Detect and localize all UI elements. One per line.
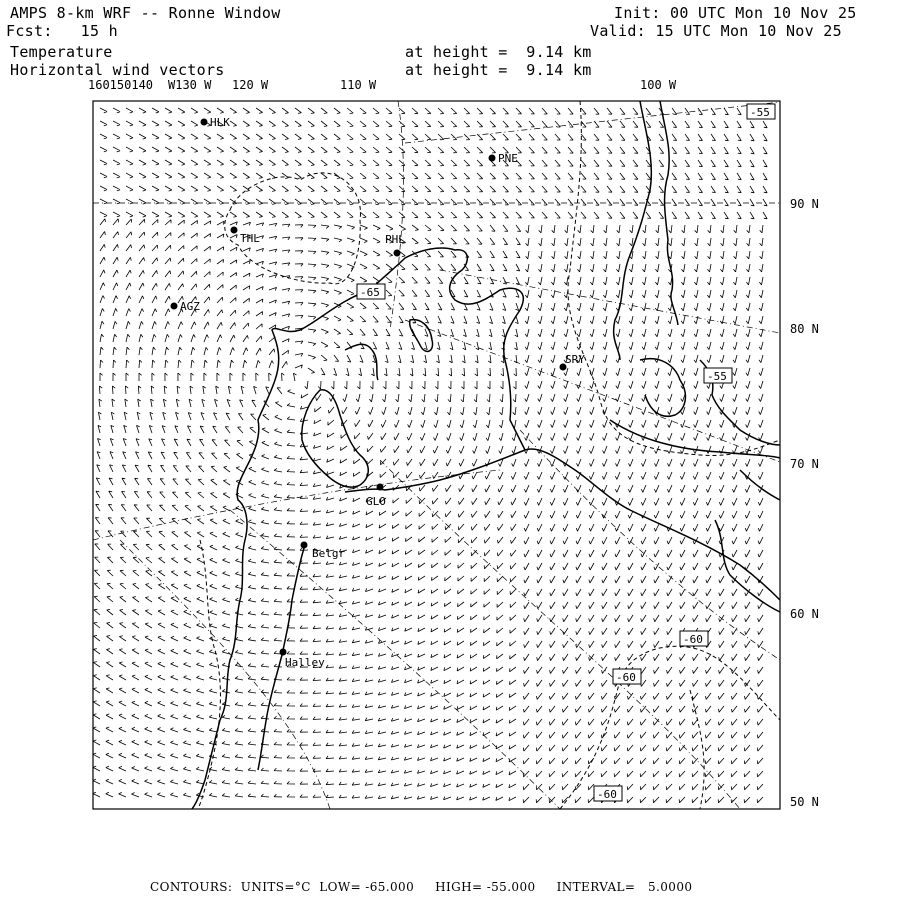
station-label: SRY (565, 353, 585, 366)
contour-label: -55 (750, 106, 770, 119)
map-labels (88, 78, 819, 809)
temperature-contours (198, 101, 780, 809)
station-marker (489, 155, 496, 162)
wind-barb-field (93, 108, 767, 803)
station-label: PHL (385, 233, 405, 246)
latitude-label: 80 N (790, 322, 819, 336)
station-marker (280, 649, 287, 656)
longitude-label: 120 W (232, 78, 269, 92)
map-title: AMPS 8-km WRF -- Ronne Window (10, 4, 281, 22)
graticule (93, 101, 780, 809)
longitude-label: 110 W (340, 78, 377, 92)
map-frame (93, 101, 780, 809)
height-wind: at height = 9.14 km (405, 61, 592, 79)
station-label: AGZ (180, 300, 200, 313)
longitude-label: 160150140 (88, 78, 154, 92)
contour-label: -55 (707, 370, 727, 383)
contour-label: -65 (360, 286, 380, 299)
station-marker (171, 303, 178, 310)
longitude-label: W130 W (168, 78, 212, 92)
station-label: HLK (210, 116, 230, 129)
station-label: PNE (498, 152, 518, 165)
contour-label: -60 (597, 788, 617, 801)
latitude-label: 70 N (790, 457, 819, 471)
wind-vectors (93, 108, 767, 803)
contour-legend: CONTOURS: UNITS=°C LOW= -65.000 HIGH= -55.000 INTERVAL= 5.0000 (150, 880, 693, 894)
coastlines (192, 101, 780, 809)
field-name-wind: Horizontal wind vectors (10, 61, 225, 79)
station-marker (201, 119, 208, 126)
init-time: Init: 00 UTC Mon 10 Nov 25 (614, 4, 857, 22)
latitude-label: 50 N (790, 795, 819, 809)
station-marker (394, 250, 401, 257)
station-label: Belgr (312, 547, 346, 560)
forecast-hour: Fcst: 15 h (6, 22, 118, 40)
longitude-label: 100 W (640, 78, 677, 92)
latitude-label: 90 N (790, 197, 819, 211)
contour-label: -60 (616, 671, 636, 684)
station-marker (231, 227, 238, 234)
field-name-temperature: Temperature (10, 43, 113, 61)
station-label: GLO (366, 495, 386, 508)
height-temperature: at height = 9.14 km (405, 43, 592, 61)
station-label: THL (240, 232, 260, 245)
station-marker (377, 484, 384, 491)
latitude-label: 60 N (790, 607, 819, 621)
station-label: Halley (285, 656, 325, 669)
contour-label: -60 (683, 633, 703, 646)
station-marker (301, 542, 308, 549)
valid-time: Valid: 15 UTC Mon 10 Nov 25 (590, 22, 842, 40)
